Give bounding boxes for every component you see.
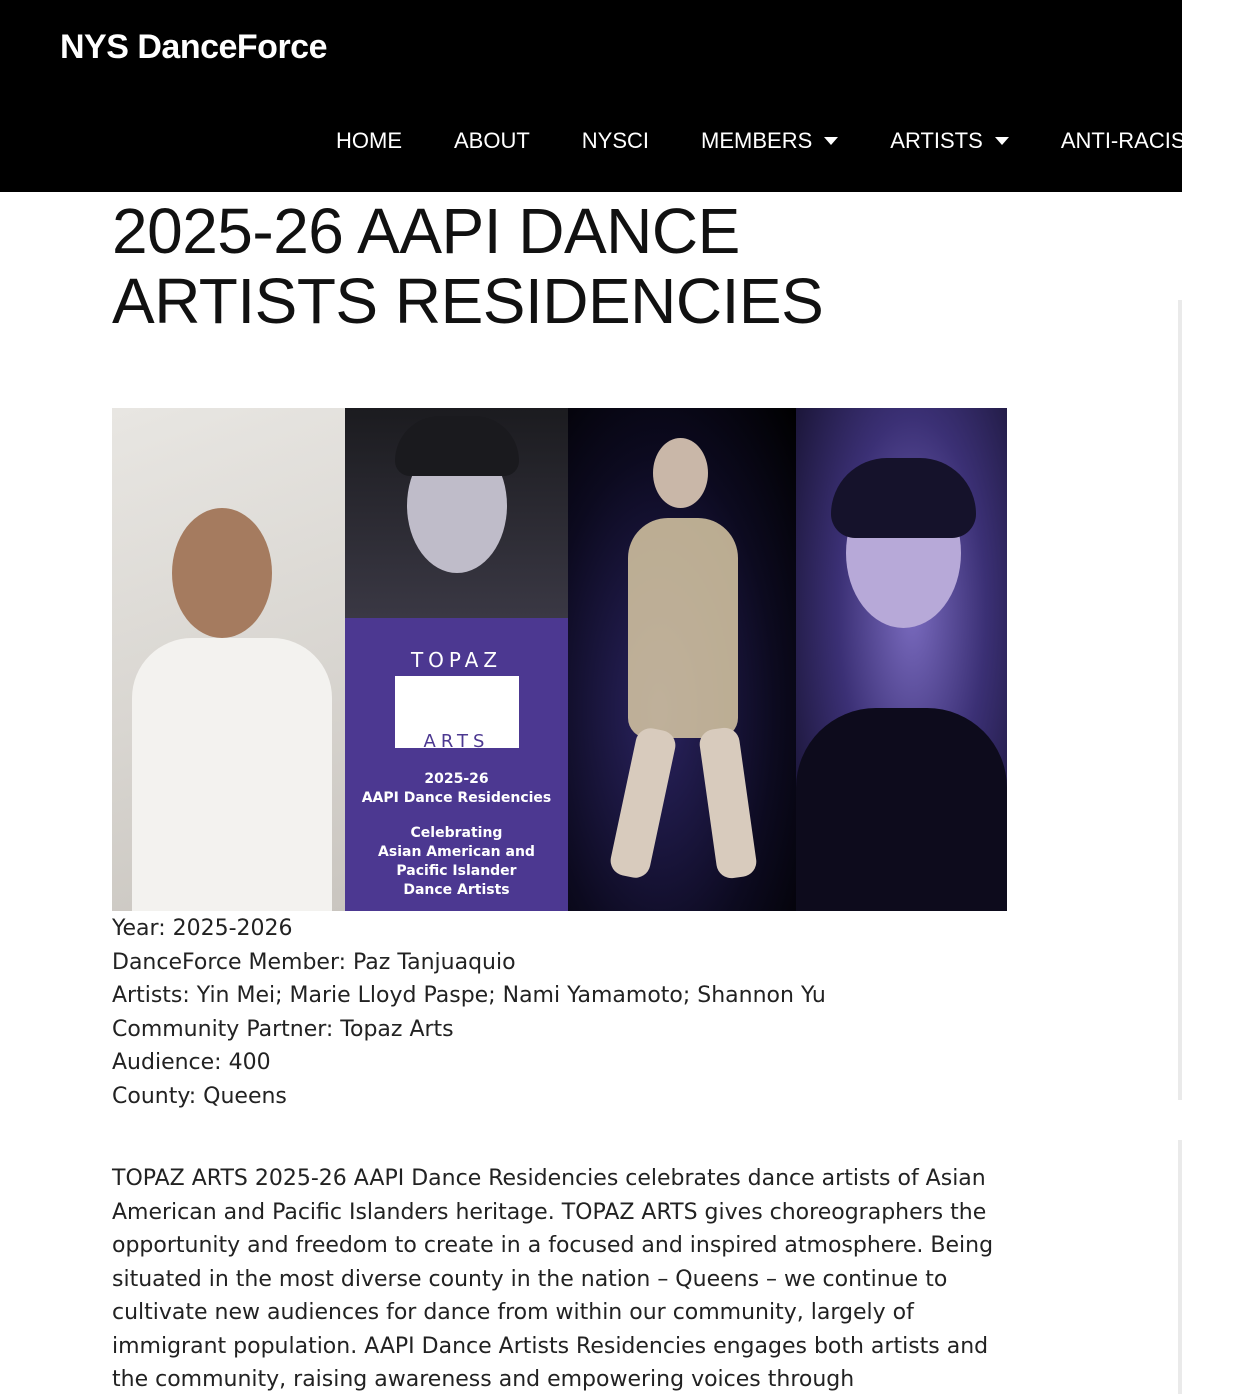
detail-artists: Artists: Yin Mei; Marie Lloyd Paspe; Nami Yamamoto; Shannon Yu <box>112 983 826 1009</box>
topaz-logo-text: TOPAZ <box>410 648 503 672</box>
nav-nysci[interactable] <box>582 128 649 154</box>
residency-details <box>112 912 826 1114</box>
artist-photo <box>568 408 796 911</box>
main-nav <box>336 128 1256 154</box>
card-subtitle: AAPI Dance Residencies <box>361 790 552 806</box>
site-header <box>0 0 1204 192</box>
card-tagline: Celebrating <box>410 825 503 841</box>
topaz-card <box>345 408 568 911</box>
page-title-line: 2025-26 AAPI DANCE <box>112 195 740 267</box>
topaz-info-card <box>345 618 568 911</box>
detail-partner: Community Partner: Topaz Arts <box>112 1016 454 1042</box>
nav-nysci-label: NYSCI <box>581 128 650 153</box>
nav-anti-racism-label: ANTI-RACISM <box>1060 128 1204 153</box>
nav-artists-label: ARTISTS <box>890 128 983 153</box>
nav-home[interactable] <box>336 128 402 154</box>
card-tagline: Pacific Islander <box>396 863 517 879</box>
topaz-logo-arts: ARTS <box>423 731 490 752</box>
card-tagline: Asian American and <box>378 844 535 860</box>
page-title <box>112 196 872 336</box>
detail-member: DanceForce Member: Paz Tanjuaquio <box>112 949 516 975</box>
nav-anti-racism[interactable] <box>1061 128 1204 154</box>
hero-image <box>112 408 1007 911</box>
caret-down-icon <box>995 137 1009 145</box>
card-tagline: Dance Artists <box>403 882 510 898</box>
nav-members[interactable] <box>701 128 838 154</box>
artist-photo <box>112 408 345 911</box>
nav-artists[interactable] <box>890 128 1009 154</box>
nav-home-label: HOME <box>336 128 402 153</box>
description-paragraph: TOPAZ ARTS 2025-26 AAPI Dance Residencies celebrates dance artists of Asian American and Pacific Islanders heritage. TOPAZ ARTS gives choreographers the opportunity and freedom to create in a focused and inspired atmosphere. Being situated in the most diverse county in the nation – Queens – we continue to cultivate new audiences for dance from within our community, largely of immigrant population. AAPI Dance Artists Residencies engages both artists and the community, raising awareness and empowering voices through <box>112 1166 994 1392</box>
sidebar-edge <box>1178 1140 1182 1394</box>
artist-photo <box>345 408 568 618</box>
topaz-logo-box <box>395 676 519 752</box>
caret-down-icon <box>824 137 838 145</box>
nav-about[interactable] <box>454 128 530 154</box>
artist-photo <box>796 408 1007 911</box>
detail-year: Year: 2025-2026 <box>112 916 293 941</box>
card-year: 2025-26 <box>424 771 489 787</box>
detail-audience: Audience: 400 <box>112 1050 271 1076</box>
nav-members-label: MEMBERS <box>701 128 813 153</box>
site-brand-link[interactable]: NYS DanceForce <box>60 28 327 66</box>
nav-about-label: ABOUT <box>454 128 530 153</box>
page-title-line: ARTISTS RESIDENCIES <box>112 265 824 337</box>
detail-county: County: Queens <box>112 1083 287 1109</box>
sidebar-edge <box>1178 300 1182 1100</box>
